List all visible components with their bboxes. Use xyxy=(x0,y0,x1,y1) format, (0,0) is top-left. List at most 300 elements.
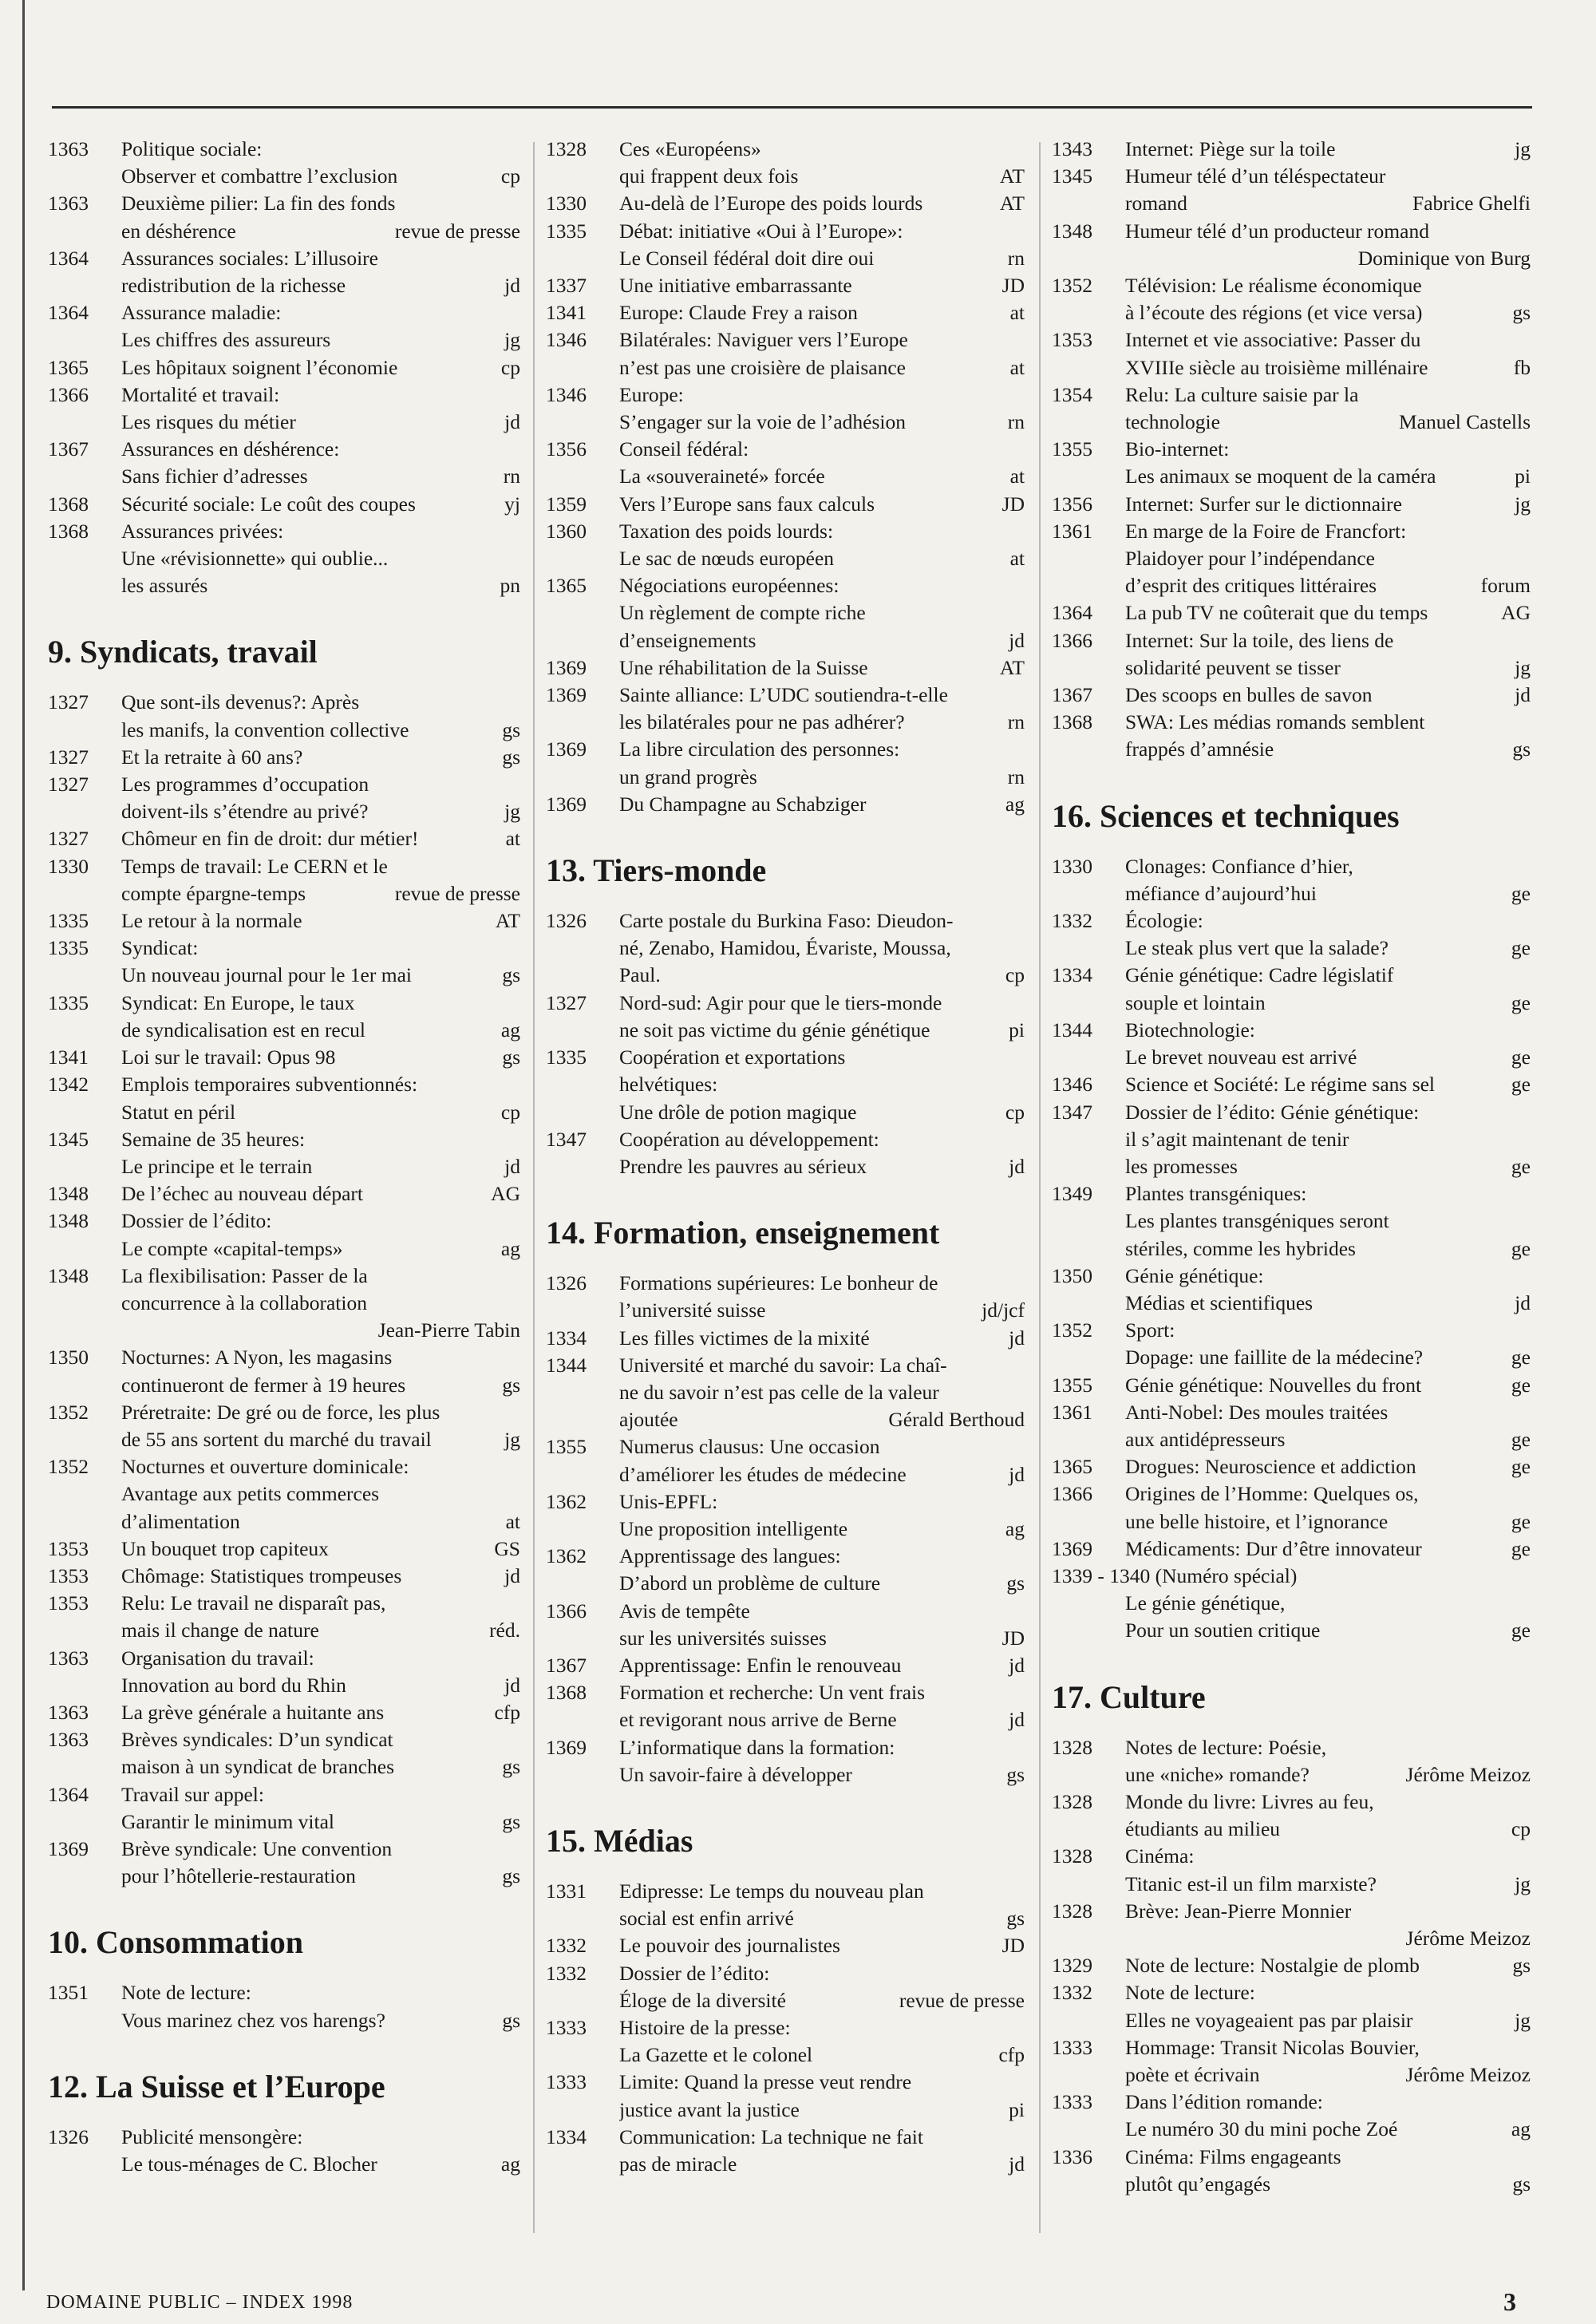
index-entry xyxy=(48,689,520,743)
entry-line xyxy=(1125,2007,1531,2034)
issue-number: 1335 xyxy=(546,1045,587,1069)
entry-title-text: Histoire de la presse: xyxy=(619,2015,791,2039)
entry-title-text: Formations supérieures: Le bonheur de xyxy=(619,1271,938,1295)
issue-number: 1366 xyxy=(546,1599,587,1622)
entry-title-text: Origines de l’Homme: Quelques os, xyxy=(1125,1482,1419,1506)
entry-line xyxy=(1125,1761,1531,1788)
issue-number: 1353 xyxy=(48,1591,89,1615)
entry-line xyxy=(121,1017,520,1044)
issue-number: 1352 xyxy=(48,1400,89,1424)
index-entry xyxy=(48,1979,520,2034)
entry-title-text: Clonages: Confiance d’hier, xyxy=(1125,854,1353,878)
entry-title-text: Apprentissage des langues: xyxy=(619,1544,841,1568)
entry-line xyxy=(1125,1317,1531,1344)
issue-number: 1328 xyxy=(1052,1735,1092,1759)
entry-title-text: Les hôpitaux soignent l’économie xyxy=(121,355,398,379)
issue-number: 1363 xyxy=(48,137,89,160)
index-entry xyxy=(546,1352,1025,1434)
entry-title-text: Le numéro 30 du mini poche Zoé xyxy=(1125,2117,1398,2141)
entry-title-text: Relu: La culture saisie par la xyxy=(1125,382,1359,406)
entry-title-text: frappés d’amnésie xyxy=(1125,737,1274,761)
entry-title-text: Numerus clausus: Une occasion xyxy=(619,1435,880,1459)
entry-title-text: Note de lecture: Nostalgie de plomb xyxy=(1125,1954,1420,1978)
entry-line xyxy=(619,1679,1025,1706)
entry-title-text: SWA: Les médias romands semblent xyxy=(1125,710,1425,734)
entry-title-text: Politique sociale: xyxy=(121,137,263,160)
entry-line xyxy=(619,907,1025,935)
entry-line xyxy=(1125,1590,1531,1617)
entry-line xyxy=(619,990,1025,1017)
issue-number: 1341 xyxy=(546,301,587,325)
index-entry xyxy=(546,736,1025,790)
author-initials: jd xyxy=(1009,2152,1025,2176)
author-initials: cp xyxy=(500,164,520,188)
entry-line xyxy=(1125,1017,1531,1044)
entry-title-text: Les risques du métier xyxy=(121,410,296,434)
author-initials: Fabrice Ghelfi xyxy=(1412,192,1531,215)
entry-line xyxy=(1125,1843,1531,1870)
author-initials: pn xyxy=(500,574,520,598)
entry-title-text: Science et Société: Le régime sans sel xyxy=(1125,1073,1436,1097)
section-heading: 12. La Suisse et l’Europe xyxy=(48,2068,385,2105)
entry-line xyxy=(1125,218,1531,245)
index-entry xyxy=(546,136,1025,190)
entry-line xyxy=(1125,736,1531,763)
author-initials: jd xyxy=(504,1154,520,1178)
index-entry xyxy=(546,1960,1025,2014)
index-entry xyxy=(1052,853,1531,907)
author-initials: gs xyxy=(1006,1907,1025,1931)
entry-line xyxy=(121,1863,520,1890)
index-entry xyxy=(546,218,1025,272)
author-initials: AG xyxy=(491,1182,520,1206)
entry-line xyxy=(121,491,520,518)
index-entry xyxy=(546,2014,1025,2069)
index-entry xyxy=(1052,907,1531,962)
entry-title-text: Sport: xyxy=(1125,1318,1175,1342)
entry-title-text: Le pouvoir des journalistes xyxy=(619,1934,840,1958)
issue-number: 1362 xyxy=(546,1489,587,1513)
entry-title-text: Sainte alliance: L’UDC soutiendra-t-elle xyxy=(619,683,948,707)
issue-number: 1361 xyxy=(1052,1400,1092,1424)
entry-title-text: Nocturnes et ouverture dominicale: xyxy=(121,1455,409,1479)
entry-title-text: Organisation du travail: xyxy=(121,1646,314,1670)
entry-line xyxy=(619,1071,1025,1098)
entry-line xyxy=(1125,381,1531,409)
issue-number: 1332 xyxy=(546,1961,587,1985)
entry-title-text: S’engager sur la voie de l’adhésion xyxy=(619,410,907,434)
index-entry xyxy=(1052,962,1531,1016)
author-initials: GS xyxy=(494,1536,520,1560)
entry-title-text: Une initiative embarrassante xyxy=(619,274,852,298)
entry-line xyxy=(619,1325,1025,1352)
entry-line xyxy=(1125,1480,1531,1508)
index-entry xyxy=(48,1590,520,1644)
column-separator xyxy=(1039,142,1041,2233)
entry-line xyxy=(619,354,1025,381)
entry-title-text: Internet: Sur la toile, des liens de xyxy=(1125,628,1394,652)
issue-number: 1333 xyxy=(546,2070,587,2094)
entry-title-text: poète et écrivain xyxy=(1125,2063,1260,2086)
author-initials: JD xyxy=(1001,274,1025,298)
entry-title-text: qui frappent deux fois xyxy=(619,164,799,188)
index-entry xyxy=(48,771,520,825)
issue-number: 1369 xyxy=(546,792,587,816)
index-entry xyxy=(1052,1453,1531,1480)
entry-title-text: Un savoir-faire à développer xyxy=(619,1762,852,1786)
author-initials: AG xyxy=(1501,601,1531,625)
index-entry xyxy=(546,2069,1025,2123)
entry-title-text: Génie génétique: xyxy=(1125,1263,1264,1287)
entry-line xyxy=(1125,654,1531,682)
issue-number: 1328 xyxy=(546,137,587,160)
entry-line xyxy=(619,1044,1025,1071)
entry-line xyxy=(121,853,520,880)
entry-title-text: Biotechnologie: xyxy=(1125,1018,1255,1041)
issue-number: 1327 xyxy=(546,990,587,1014)
entry-line xyxy=(121,1126,520,1153)
issue-number: 1345 xyxy=(48,1127,89,1151)
entry-line xyxy=(1125,1044,1531,1071)
issue-number: 1328 xyxy=(1052,1844,1092,1868)
entry-line xyxy=(619,1598,1025,1625)
index-entry xyxy=(546,518,1025,572)
author-initials: ge xyxy=(1511,1373,1531,1397)
entry-line xyxy=(121,2007,520,2034)
entry-title-text: Une réhabilitation de la Suisse xyxy=(619,655,868,679)
issue-number: 1336 xyxy=(1052,2144,1092,2168)
issue-number: 1347 xyxy=(546,1127,587,1151)
index-entry xyxy=(546,1878,1025,1932)
issue-number: 1364 xyxy=(48,301,89,325)
index-entry xyxy=(546,436,1025,490)
index-entry xyxy=(48,1536,520,1563)
entry-title-text: Statut en péril xyxy=(121,1100,236,1124)
index-entry xyxy=(546,1598,1025,1652)
entry-line xyxy=(121,907,520,935)
index-entry xyxy=(48,354,520,381)
author-initials: ag xyxy=(500,1236,520,1260)
entry-line xyxy=(121,163,520,190)
entry-title-text: Coopération au développement: xyxy=(619,1127,879,1151)
index-entry xyxy=(546,190,1025,217)
entry-title-text: helvétiques: xyxy=(619,1073,718,1097)
entry-title-text: Du Champagne au Schabziger xyxy=(619,792,867,816)
entry-title-text: ne du savoir n’est pas celle de la valeur xyxy=(619,1380,939,1404)
entry-line xyxy=(619,1761,1025,1788)
index-entry xyxy=(48,1836,520,1890)
entry-line xyxy=(1125,1453,1531,1480)
author-initials: rn xyxy=(1007,710,1025,734)
author-initials: gs xyxy=(502,1864,520,1888)
author-initials: ge xyxy=(1511,1509,1531,1533)
entry-line xyxy=(121,1536,520,1563)
entry-line xyxy=(121,326,520,354)
issue-number: 1369 xyxy=(546,737,587,761)
author-initials: jg xyxy=(504,1427,520,1451)
issue-number: 1353 xyxy=(48,1536,89,1560)
entry-line xyxy=(619,1099,1025,1126)
issue-number: 1369 xyxy=(546,655,587,679)
issue-number: 1351 xyxy=(48,1981,89,2005)
entry-line xyxy=(1125,853,1531,880)
index-entry xyxy=(1052,1399,1531,1453)
section-heading: 17. Culture xyxy=(1052,1678,1206,1715)
issue-number: 1355 xyxy=(546,1435,587,1459)
index-entry xyxy=(546,1270,1025,1324)
entry-line xyxy=(1125,1536,1531,1563)
entry-title-text xyxy=(1125,245,1350,272)
entry-title-text: XVIIIe siècle au troisième millénaire xyxy=(1125,355,1428,379)
issue-number: 1363 xyxy=(48,1728,89,1752)
entry-title-text: justice avant la justice xyxy=(619,2097,800,2121)
index-entry xyxy=(48,1263,520,1345)
index-entry xyxy=(48,853,520,907)
issue-number: 1348 xyxy=(1052,219,1092,243)
entry-title-text: d’esprit des critiques littéraires xyxy=(1125,574,1377,598)
issue-number: 1326 xyxy=(48,2124,89,2148)
entry-line xyxy=(121,1235,520,1263)
index-entry xyxy=(48,1563,520,1590)
entry-line xyxy=(121,1781,520,1808)
author-initials: revue de presse xyxy=(394,219,520,243)
issue-number: 1361 xyxy=(1052,519,1092,543)
author-initials: Jérôme Meizoz xyxy=(1405,1762,1531,1786)
index-entry xyxy=(48,299,520,354)
entry-title-text: souple et lointain xyxy=(1125,990,1266,1014)
entry-line xyxy=(619,1734,1025,1761)
index-entry xyxy=(48,1399,520,1453)
issue-number: 1329 xyxy=(1052,1954,1092,1978)
entry-title-text: Brève: Jean-Pierre Monnier xyxy=(1125,1899,1352,1923)
issue-number: 1366 xyxy=(48,382,89,406)
page-binding-edge xyxy=(22,0,25,2290)
author-initials: revue de presse xyxy=(394,881,520,905)
entry-title-text: Débat: initiative «Oui à l’Europe»: xyxy=(619,219,903,243)
author-initials: jg xyxy=(504,328,520,352)
entry-title-text: Semaine de 35 heures: xyxy=(121,1127,306,1151)
issue-number: 1349 xyxy=(1052,1182,1092,1206)
section-heading: 14. Formation, enseignement xyxy=(546,1215,940,1251)
author-initials: pi xyxy=(1009,2097,1025,2121)
entry-line xyxy=(1125,1344,1531,1371)
entry-title-text: maison à un syndicat de branches xyxy=(121,1755,395,1779)
author-initials: gs xyxy=(1006,1762,1025,1786)
issue-number: 1328 xyxy=(1052,1899,1092,1923)
entry-title-text: Avis de tempête xyxy=(619,1599,750,1622)
entry-line xyxy=(1125,272,1531,299)
entry-line xyxy=(1125,1979,1531,2006)
entry-line xyxy=(121,381,520,409)
entry-title-text: Communication: La technique ne fait xyxy=(619,2124,923,2148)
entry-title-text: Une «révisionnette» qui oublie... xyxy=(121,547,389,571)
entry-line xyxy=(121,245,520,272)
index-entry xyxy=(1052,1788,1531,1843)
entry-line xyxy=(619,1297,1025,1324)
issue-number: 1352 xyxy=(48,1455,89,1479)
author-initials: ge xyxy=(1511,881,1531,905)
entry-line xyxy=(619,654,1025,682)
issue-number: 1326 xyxy=(546,909,587,933)
index-entry xyxy=(1052,136,1531,163)
index-entry xyxy=(1052,1017,1531,1071)
author-initials: jd xyxy=(504,410,520,434)
author-initials: gs xyxy=(1512,1954,1531,1978)
issue-number: 1348 xyxy=(48,1182,89,1206)
author-initials: ge xyxy=(1511,1236,1531,1260)
entry-line xyxy=(121,962,520,989)
index-entry xyxy=(48,1207,520,1262)
entry-line xyxy=(121,1563,520,1590)
issue-number: 1344 xyxy=(546,1353,587,1377)
index-entry xyxy=(546,1543,1025,1597)
author-initials: Jean-Pierre Tabin xyxy=(377,1318,520,1342)
author-initials: Manuel Castells xyxy=(1398,410,1531,434)
entry-line xyxy=(1125,1898,1531,1925)
author-initials: ge xyxy=(1511,1346,1531,1370)
entry-title-text: Humeur télé d’un téléspectateur xyxy=(1125,164,1386,188)
index-entry xyxy=(546,2124,1025,2178)
issue-number: 1344 xyxy=(1052,1018,1092,1041)
author-initials: pi xyxy=(1009,1018,1025,1041)
entry-line xyxy=(619,1488,1025,1516)
author-initials: AT xyxy=(999,164,1025,188)
entry-title-text: pas de miracle xyxy=(619,2152,737,2176)
index-entry xyxy=(546,1044,1025,1126)
author-initials: AT xyxy=(999,655,1025,679)
entry-title-text: Les animaux se moquent de la caméra xyxy=(1125,464,1436,488)
entry-line xyxy=(619,1706,1025,1733)
entry-line xyxy=(619,1960,1025,1987)
entry-line xyxy=(121,1753,520,1781)
entry-title-text: Assurances en déshérence: xyxy=(121,437,340,461)
author-initials: forum xyxy=(1480,574,1531,598)
entry-title-text: En marge de la Foire de Francfort: xyxy=(1125,519,1407,543)
entry-line xyxy=(1125,409,1531,436)
entry-title-text: La «souveraineté» forcée xyxy=(619,464,825,488)
index-entry xyxy=(546,654,1025,682)
entry-line xyxy=(121,935,520,962)
author-initials: revue de presse xyxy=(899,1988,1025,2012)
column-separator xyxy=(533,142,535,2233)
entry-line xyxy=(1125,491,1531,518)
entry-title-text: Paul. xyxy=(619,963,661,987)
entry-title-text: Au-delà de l’Europe des poids lourds xyxy=(619,192,923,215)
entry-title-text: Un bouquet trop capiteux xyxy=(121,1536,329,1560)
issue-number: 1332 xyxy=(546,1934,587,1958)
index-entry xyxy=(1052,1317,1531,1371)
entry-line xyxy=(619,299,1025,326)
author-initials: cp xyxy=(1005,1100,1025,1124)
issue-number: 1363 xyxy=(48,1700,89,1724)
entry-title-text: Le tous-ménages de C. Blocher xyxy=(121,2152,377,2176)
entry-title-text: Elles ne voyageaient pas par plaisir xyxy=(1125,2008,1413,2032)
entry-title-text: Apprentissage: Enfin le renouveau xyxy=(619,1653,902,1677)
entry-line xyxy=(121,1508,520,1536)
author-initials: JD xyxy=(1001,1934,1025,1958)
entry-line xyxy=(1125,1099,1531,1126)
entry-title-text: les assurés xyxy=(121,574,208,598)
author-initials: ge xyxy=(1511,936,1531,960)
entry-line xyxy=(1125,2034,1531,2061)
issue-number: 1326 xyxy=(546,1271,587,1295)
issue-number: 1345 xyxy=(1052,164,1092,188)
entry-title-text: de 55 ans sortent du marché du travail xyxy=(121,1427,432,1451)
entry-line xyxy=(121,798,520,825)
entry-line xyxy=(121,1317,520,1344)
entry-title-text: Le retour à la normale xyxy=(121,909,302,933)
entry-title-text: Des scoops en bulles de savon xyxy=(1125,683,1373,707)
author-initials: jg xyxy=(1515,655,1531,679)
entry-title-text: Deuxième pilier: La fin des fonds xyxy=(121,192,396,215)
entry-line xyxy=(1125,463,1531,490)
issue-number: 1355 xyxy=(1052,1373,1092,1397)
index-entry xyxy=(48,518,520,600)
entry-line xyxy=(619,518,1025,545)
index-entry xyxy=(1052,326,1531,381)
index-entry xyxy=(48,907,520,935)
entry-line xyxy=(619,1570,1025,1597)
entry-line xyxy=(1125,1372,1531,1399)
entry-line xyxy=(619,2097,1025,2124)
entry-title-text: Un règlement de compte riche xyxy=(619,601,866,625)
index-entry xyxy=(1052,272,1531,326)
index-entry xyxy=(48,1344,520,1398)
entry-title-text: Note de lecture: xyxy=(1125,1981,1255,2005)
author-initials: JD xyxy=(1001,1626,1025,1650)
issue-number: 1365 xyxy=(546,574,587,598)
index-entry xyxy=(546,272,1025,299)
issue-number: 1368 xyxy=(546,1681,587,1705)
index-entry xyxy=(48,1453,520,1536)
author-initials: Dominique von Burg xyxy=(1357,246,1531,270)
entry-title-text: n’est pas une croisière de plaisance xyxy=(619,355,906,379)
entry-line xyxy=(619,1270,1025,1297)
entry-title-text: Éloge de la diversité xyxy=(619,1988,786,2012)
index-entry xyxy=(1052,2034,1531,2089)
issue-number: 1366 xyxy=(1052,628,1092,652)
entry-line xyxy=(1125,1235,1531,1263)
entry-title-text: Hommage: Transit Nicolas Bouvier, xyxy=(1125,2035,1420,2059)
entry-line xyxy=(619,599,1025,626)
entry-title-text: sur les universités suisses xyxy=(619,1626,827,1650)
entry-title-text: il s’agit maintenant de tenir xyxy=(1125,1127,1349,1151)
entry-title-text: Vers l’Europe sans faux calculs xyxy=(619,492,875,516)
author-initials: at xyxy=(1009,547,1025,571)
footer-publication: DOMAINE PUBLIC – INDEX 1998 xyxy=(46,2292,354,2313)
entry-line xyxy=(121,190,520,217)
entry-title-text: La flexibilisation: Passer de la xyxy=(121,1263,368,1287)
author-initials: jd xyxy=(504,1563,520,1587)
entry-line xyxy=(121,744,520,771)
entry-line xyxy=(1125,1071,1531,1098)
author-initials: AT xyxy=(999,192,1025,215)
author-initials: gs xyxy=(1006,1571,1025,1595)
entry-title-text: d’alimentation xyxy=(121,1509,240,1533)
index-entry xyxy=(546,1734,1025,1788)
entry-line xyxy=(121,463,520,490)
entry-line xyxy=(1125,572,1531,599)
entry-title-text: stériles, comme les hybrides xyxy=(1125,1236,1356,1260)
index-entry xyxy=(48,1781,520,1836)
issue-number: 1348 xyxy=(48,1263,89,1287)
author-initials: jd xyxy=(1009,1154,1025,1178)
author-initials: gs xyxy=(1512,737,1531,761)
index-entry xyxy=(546,326,1025,381)
issue-number: 1327 xyxy=(48,773,89,796)
entry-line xyxy=(619,2124,1025,2151)
entry-title-text: Cinéma: xyxy=(1125,1844,1195,1868)
